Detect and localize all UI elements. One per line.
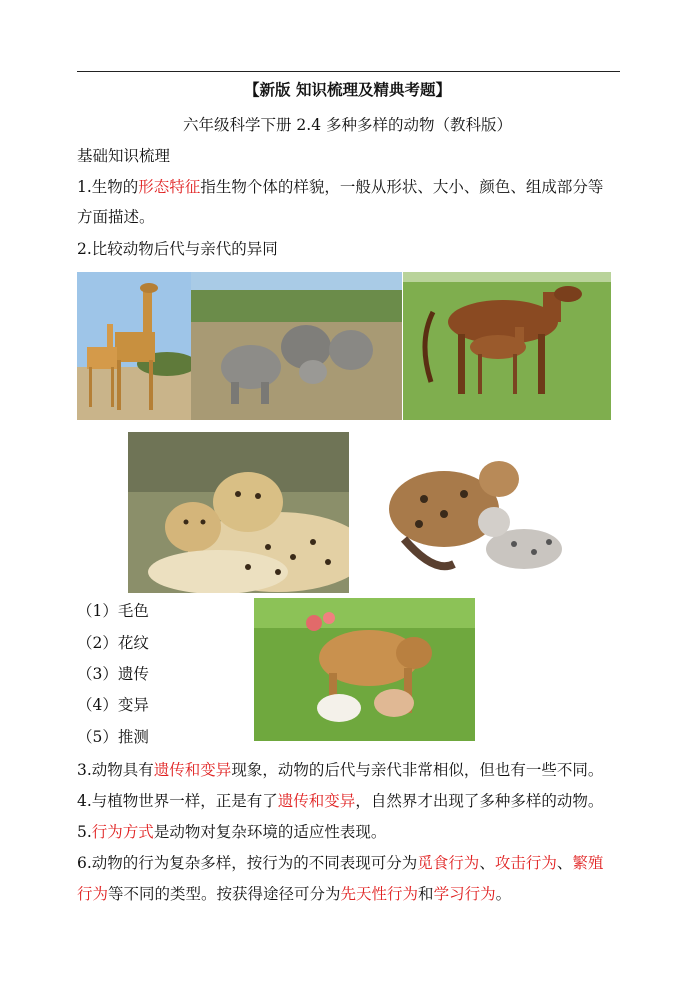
- giraffes-photo: [77, 272, 191, 420]
- paragraph-6: [77, 853, 603, 873]
- p1-prefix: 1.生物的: [77, 178, 139, 196]
- p6-sep2: 、: [556, 854, 573, 872]
- p5-suffix: 是动物对复杂环境的适应性表现。: [153, 823, 387, 841]
- doc-title: 【新版 知识梳理及精典考题】: [244, 80, 451, 99]
- p1-highlight: 形态特征: [138, 178, 201, 196]
- p6-end: 。: [495, 885, 512, 903]
- paragraph-6-line2: [77, 884, 511, 904]
- list-item: （3）遗传: [77, 665, 149, 683]
- p1-suffix: 指生物个体的样貌，一般从形状、大小、颜色、组成部分等: [200, 178, 604, 196]
- paragraph-2: 2.比较动物后代与亲代的异同: [77, 240, 278, 258]
- p6-and: 和: [418, 885, 434, 903]
- list-item: （4）变异: [77, 696, 149, 714]
- p5-highlight: 行为方式: [91, 823, 154, 841]
- p6-h5: 学习行为: [433, 885, 496, 903]
- p6-line2-mid: 等不同的类型。按获得途径可分为: [108, 885, 341, 903]
- header-rule: [77, 71, 620, 72]
- p6-h4: 先天性行为: [340, 885, 419, 903]
- horses-photo: [403, 272, 611, 420]
- list-item: （1）毛色: [77, 602, 149, 620]
- p4-prefix: 4.与植物世界一样，正是有了: [77, 792, 278, 810]
- p6-h3: 繁殖: [572, 854, 604, 872]
- elephants-photo: [191, 272, 402, 420]
- paragraph-3: [77, 760, 603, 780]
- section-label: 基础知识梳理: [77, 147, 171, 165]
- p3-highlight: 遗传和变异: [153, 761, 232, 779]
- p6-sep1: 、: [479, 854, 495, 872]
- p5-prefix: 5.: [77, 823, 92, 841]
- dogs-photo: [254, 598, 475, 741]
- p6-prefix: 6.动物的行为复杂多样，按行为的不同表现可分为: [77, 854, 418, 872]
- p6-h1: 觅食行为: [417, 854, 480, 872]
- p4-highlight: 遗传和变异: [277, 792, 356, 810]
- list-item: （5）推测: [77, 728, 149, 746]
- paragraph-5: [77, 822, 386, 842]
- list-item: （2）花纹: [77, 634, 149, 652]
- cheetahs-photo: [128, 432, 349, 593]
- paragraph-4: [77, 791, 603, 811]
- p6-line2-h: 行为: [77, 885, 109, 903]
- cats-photo: [384, 444, 570, 584]
- doc-subtitle: 六年级科学下册 2.4 多种多样的动物（教科版）: [182, 116, 512, 134]
- p3-suffix: 现象，动物的后代与亲代非常相似，但也有一些不同。: [231, 761, 604, 779]
- p3-prefix: 3.动物具有: [77, 761, 154, 779]
- paragraph-1: [77, 177, 603, 197]
- p6-h2: 攻击行为: [494, 854, 557, 872]
- paragraph-1-line2: 方面描述。: [77, 208, 155, 226]
- p4-suffix: ，自然界才出现了多种多样的动物。: [355, 792, 604, 810]
